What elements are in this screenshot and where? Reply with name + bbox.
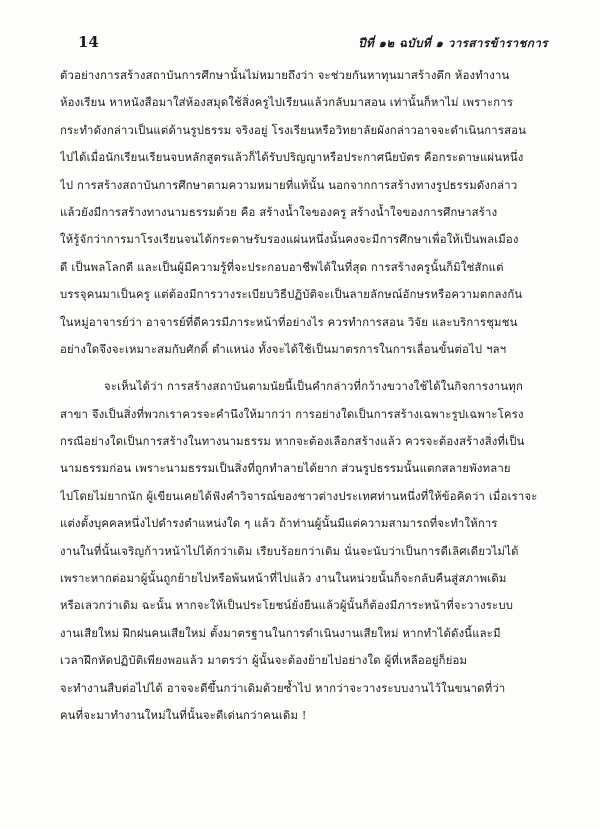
journal-title: ปีที่ ๑๒ ฉบับที่ ๑ วารสารข้าราชการ bbox=[358, 36, 548, 50]
text-line: จะทำงานสืบต่อไปได้ อาจจะดีขึ้นกว่าเดิมด้วยซ้ำไป หากว่าจะวางระบบงานไว้ในขนาดที่ว่า bbox=[60, 681, 506, 695]
paragraph-1 bbox=[60, 62, 550, 363]
text-line: แต่งตั้งบุคคลหนึ่งไปดำรงตำแหน่งใด ๆ แล้ว ถ้าท่านผู้นั้นมีแต่ความสามารถที่จะทำให้การ bbox=[60, 517, 498, 531]
text-line: เพราะหากต่อมาผู้นั้นถูกย้ายไปหรือพ้นหน้าที่ไปแล้ว งานในหน่วยนั้นก็จะกลับคืนสู่สภาพเดิม bbox=[60, 572, 507, 586]
text-line: ดี เป็นพลโลกดี และเป็นผู้มีความรู้ที่จะประกอบอาชีพได้ในที่สุด การสร้างครูนั้นก็มิใช่สักแต่ bbox=[60, 260, 504, 274]
text-line: สาขา จึงเป็นสิ่งที่พวกเราควรจะคำนึงให้มากว่า การอย่างใดเป็นการสร้างเฉพาะรูปเฉพาะโครง bbox=[60, 407, 524, 421]
text-line: จะเห็นได้ว่า การสร้างสถาบันตามนัยนี้เป็นคำกล่าวที่กว้างขวางใช้ได้ในกิจการงานทุก bbox=[104, 380, 523, 394]
text-line: บรรจุคนมาเป็นครู แต่ต้องมีการวางระเบียบวิธีปฏิบัติจะเป็นลายลักษณ์อักษรหรือความตกลงกัน bbox=[60, 288, 523, 302]
text-line: ไปได้เมื่อนักเรียนเรียนจบหลักสูตรแล้วก็ได้รับปริญญาหรือประกาศนียบัตร คือกระดาษแผ่นหนึ่ง bbox=[60, 151, 524, 165]
paragraph-2 bbox=[60, 373, 550, 729]
text-line: ให้รู้จักว่าการมาโรงเรียนจนได้กระดาษรับรองแผ่นหนึ่งนั้นคงจะมีการศึกษาเพื่อให้เป็นพลเมือง bbox=[60, 233, 519, 247]
text-line: แล้วยังมีการสร้างทางนามธรรมด้วย คือ สร้างน้ำใจของครู สร้างน้ำใจของการศึกษาสร้าง bbox=[60, 205, 498, 219]
text-line: กรณีอย่างใดเป็นการสร้างในทางนามธรรม หากจะต้องเลือกสร้างแล้ว ควรจะต้องสร้างสิ่งที่เป็น bbox=[60, 435, 525, 449]
text-line: ไป การสร้างสถาบันการศึกษาตามความหมายที่แท้นั้น นอกจากการสร้างทางรูปธรรมดังกล่าว bbox=[60, 178, 518, 192]
body-text bbox=[60, 62, 550, 729]
text-line: งานในที่นั้นเจริญก้าวหน้าไปได้กว่าเดิม เรียบร้อยกว่าเดิม นั่นจะนับว่าเป็นการดีเลิศเดียวไม่ได้ bbox=[60, 544, 519, 558]
text-line: เวลาฝึกหัดปฏิบัติเพียงพอแล้ว มาตรว่า ผู้นั้นจะต้องย้ายไปอย่างใด ผู้ที่เหลืออยู่ก็ย่อม bbox=[60, 654, 468, 668]
text-line: ไปโดยไม่ยากนัก ผู้เขียนเคยได้ฟังคำวิจารณ์ของชาวต่างประเทศท่านหนึ่งที่ให้ข้อคิดว่า เมื่อเราจะ bbox=[60, 489, 538, 503]
text-line: คนที่จะมาทำงานใหม่ในที่นั้นจะดีเด่นกว่าคนเดิม ! bbox=[60, 708, 307, 722]
text-line: ในหมู่อาจารย์ว่า อาจารย์ที่ดีควรมีภาระหน้าที่อย่างไร ควรทำการสอน วิจัย และบริการชุมชน bbox=[60, 315, 518, 329]
text-line: หรือเลวกว่าเดิม ฉะนั้น หากจะให้เป็นประโยชน์ยั่งยืนแล้วผู้นั้นก็ต้องมีภาระหน้าที่จะวางระบบ bbox=[60, 599, 514, 613]
text-line: ตัวอย่างการสร้างสถาบันการศึกษานั้นไม่หมายถึงว่า จะช่วยกันหาทุนมาสร้างตึก ห้องทำงาน bbox=[60, 69, 510, 82]
text-line: กระทำดังกล่าวเป็นแต่ด้านรูปธรรม จริงอยู่ โรงเรียนหรือวิทยาลัยผังกล่าวอาจจะดำเนินการสอน bbox=[60, 123, 527, 137]
text-line: อย่างใดจึงจะเหมาะสมกับศักดิ์ ตำแหน่ง ทั้งจะได้ใช้เป็นมาตรการในการเลื่อนขั้นต่อไป ฯลฯ bbox=[60, 342, 507, 356]
page-number: 14 bbox=[78, 33, 99, 51]
text-line: ห้องเรียน หาหนังสือมาใส่ห้องสมุดใช้สิ่งครูไปเรียนแล้วกลับมาสอน เท่านั้นก็หาไม่ เพราะการ bbox=[60, 96, 514, 110]
text-line: งานเสียใหม่ ฝึกฝนคนเสียใหม่ ตั้งมาตรฐานในการดำเนินงานเสียใหม่ หากทำได้ดังนี้และมี bbox=[60, 626, 501, 640]
text-line: นามธรรมก่อน เพราะนามธรรมเป็นสิ่งที่ถูกทำลายได้ยาก ส่วนรูปธรรมนั้นแตกสลายพังทลาย bbox=[60, 462, 511, 476]
